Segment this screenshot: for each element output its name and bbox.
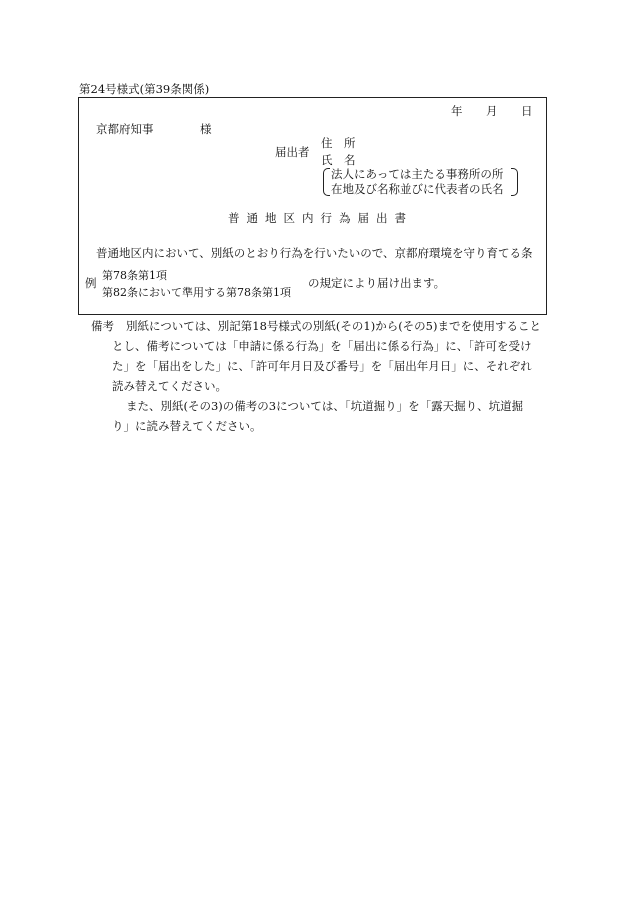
article-option1: 第78条第1項 <box>102 269 167 282</box>
corporate-note-line2: 在地及び名称並びに代表者の氏名 <box>331 182 504 196</box>
article-option2: 第82条において準用する第78条第1項 <box>102 286 291 299</box>
remarks-line1: 別紙については、別記第18号様式の別紙(その1)から(その5)までを使用すること <box>126 319 541 333</box>
date-month-label: 月 <box>486 104 498 118</box>
notifier-label: 届出者 <box>275 145 310 159</box>
remarks-line5: また、別紙(その3)の備考の3については、「坑道掘り」を「露天掘り、坑道掘 <box>126 399 524 413</box>
remarks-line6: り」に読み替えてください。 <box>112 419 262 433</box>
name-label: 氏 名 <box>321 153 356 167</box>
form-title: 普通地区内行為届出書 <box>228 211 413 225</box>
form-number: 第24号様式(第39条関係) <box>79 82 210 96</box>
remarks-line3: た」を「届出をした」に、「許可年月日及び番号」を「届出年月日」に、それぞれ <box>112 359 532 373</box>
corporate-note-line1: 法人にあっては主たる事務所の所 <box>331 167 504 181</box>
date-day-label: 日 <box>521 104 533 118</box>
governor-addressee: 京都府知事 <box>96 122 154 136</box>
remarks-label: 備考 <box>91 319 114 333</box>
bracket-right <box>511 168 518 196</box>
remarks-line2: とし、備考については「申請に係る行為」を「届出に係る行為」に、「許可を受け <box>112 339 532 353</box>
remarks-line4: 読み替えてください。 <box>112 379 227 393</box>
address-label: 住 所 <box>321 136 356 150</box>
honorific: 様 <box>200 122 212 136</box>
body-closing: の規定により届け出ます。 <box>308 276 446 290</box>
date-year-label: 年 <box>451 104 463 118</box>
body-line1: 普通地区内において、別紙のとおり行為を行いたいので、京都府環境を守り育てる条 <box>96 246 533 260</box>
bracket-left <box>323 168 330 196</box>
body-rei: 例 <box>85 276 97 290</box>
